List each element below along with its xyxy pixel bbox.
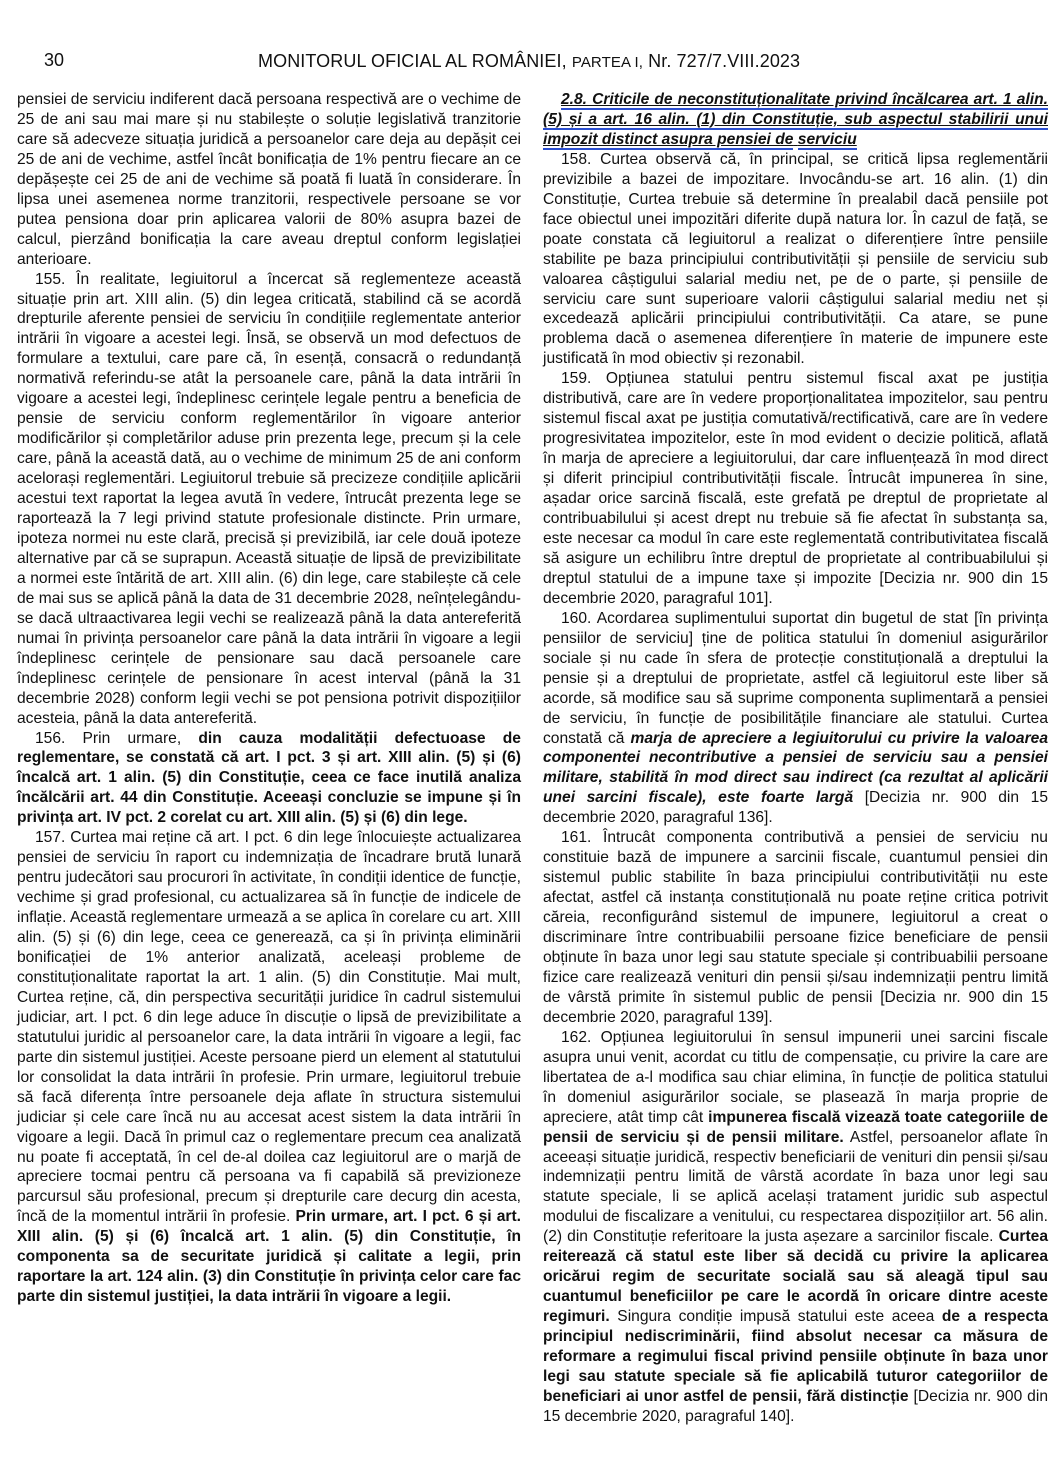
right-column xyxy=(543,90,1048,1427)
paragraph-157-bold: Prin urmare, art. I pct. 6 și art. XIII alin. (5) și (6) încalcă art. 1 alin. (5) din Constituție, în componenta sa de securitate juridică și calitate a legii, prin raportare la art. 124 alin. (3) din Constituție în privința celor care fac parte din sistemul justiției, la data intrării în vigoare a legii. xyxy=(17,1208,521,1306)
paragraph-162-bold-c: de a respecta principiul nediscriminării, fiind absolut necesar ca măsura de reformare a regimului fiscal privind pensiile obținute în baza unor legi sau statute speciale să fie aplicabilă tuturor categoriilor de beneficiari ai unor astfel de pensii, fără distincție xyxy=(543,1308,1048,1405)
publication-name: MONITORUL OFICIAL AL ROMÂNIEI, xyxy=(258,51,567,71)
left-column xyxy=(17,90,521,1307)
paragraph-157 xyxy=(17,828,521,1307)
paragraph-156-bold: din cauza modalității defectuoase de reglementare, se constată că art. I pct. 3 și art. XIII alin. (5) și (6) încalcă art. 1 alin. (5) din Constituție, ceea ce face inutilă analiza încălcării art. 44 din Constituție. Aceeași concluzie se impune și în privința art. IV pct. 2 corelat cu art. XIII alin. (5) și (6) din lege. xyxy=(17,729,521,827)
paragraph-158: 158. Curtea observă că, în principal, se critică lipsa reglementării previzibile a bazei de impozitare. Invocându-se art. 16 alin. (1) din Constituție, Curtea trebuie să determine în prealabil dacă pensiile pot face obiectul unei impozitări diferite după natura lor. În cazul de față, se poate constata că legiuitorul a realizat o diferențiere între pensiile stabilite pe baza principiului contributivității și pensiile de serviciu sub valoarea câștigului salarial mediu net, pe de o parte, și pensiile de serviciu care sunt superioare valorii câștigului salarial mediu net și excedează aplicării principiului contributivității. Ca atare, se pune problema dacă o asemenea diferențiere în materie de impunere este justificată în mod obiectiv și rezonabil. xyxy=(543,150,1048,368)
paragraph-156-lead: 156. Prin urmare, xyxy=(35,729,199,747)
section-heading xyxy=(543,90,1048,150)
paragraph-160-citation: [Decizia nr. 900 din 15 decembrie 2020, paragraful 136]. xyxy=(543,789,1048,827)
paragraph-155: 155. În realitate, legiuitorul a încercat să reglementeze această situație prin art. XIII alin. (5) din legea criticată, stabilind că se acordă drepturile aferente pensiei de serviciu în condițiile reglementate anterior intrării în vigoare a acestei legi. Însă, se observă un mod defectuos de formulare a textului, care pare că, în esență, consacră o redundanță normativă referindu-se atât la persoanele care, până la data intrării în vigoare a acestei legi, îndeplinesc cerințele legale pentru a beneficia de pensie de serviciu conform reglementărilor în vigoare anterior modificărilor și completărilor aduse prin prezenta lege, precum și la cele care, până la această dată, au o vechime de minimum 25 de ani conform acelorași reglementări. Legiuitorul trebuie să precizeze condițiile aplicării acestui text raportat la legea avută în vedere, întrucât prezenta lege se raportează la 7 legi privind statute profesionale distincte. Prin urmare, ipoteza normei nu este clară, precisă și previzibilă, iar cele două ipoteze alternative par că se suprapun. Această situație de lipsă de previzibilitate a normei este întărită de art. XIII alin. (6) din lege, care stabilește că cele de mai sus se aplică până la data de 31 decembrie 2028, neînțelegându-se dacă ultraactivarea legii vechi se realizează până la data antereferită numai în privința persoanelor care până la data intrării în vigoare a legii îndeplinesc cerințele de pensionare sau dacă persoanele care îndeplinesc cerințele de pensionare în acest interval (până la 31 decembrie 2028) conform legii vechi se pot pensiona potrivit dispozițiilor acesteia, până la data antereferită. xyxy=(17,270,521,727)
section-heading-end: serviciu xyxy=(797,130,857,148)
paragraph-162-text-a: 162. Opțiunea legiuitorului în sensul impunerii unei sarcini fiscale asupra unui venit, acordat cu titlu de compensație, cu privire la care are libertatea de a-l modifica sau chiar elimina, în funcție de politica statului în domeniul asigurărilor sociale, se plasează în marja proprie de apreciere, atât timp cât xyxy=(543,1028,1048,1126)
paragraph-162-bold-a: impunerea fiscală vizează toate categoriile de pensii de serviciu și de pensii militare. xyxy=(543,1108,1048,1146)
paragraph-162-bold-b: Curtea reiterează că statul este liber să decidă cu privire la aplicarea oricărui regim de securitate socială sau să aleagă tipul sau cuantumul beneficiilor pe care le acordă în oricare dintre aceste regimuri. xyxy=(543,1228,1048,1326)
publication-issue: Nr. 727/7.VIII.2023 xyxy=(648,51,801,71)
paragraph-162-text-b: Astfel, persoanelor aflate în aceeași situație juridică, respectiv beneficiarii de venituri din pensii și/sau indemnizații pentru limită de vârstă acordate în baza unor legi sau statute speciale, li se aplică același tratament juridic sub aspectul modului de fiscalizare a venitului, cu respectarea dispozițiilor art. 56 alin. (2) din Constituție referitoare la justa așezare a sarcinilor fiscale. xyxy=(543,1128,1048,1246)
paragraph-157-text: 157. Curtea mai reține că art. I pct. 6 din lege înlocuiește actualizarea pensiei de serviciu în raport cu indemnizația de încadrare brută lunară pentru judecători sau procurori în activitate, în condiții identice de funcție, vechime și grad profesional, cu actualizarea să în funcție de indicele de inflație. Această reglementare urmează a se aplica în corelare cu art. XIII alin. (5) și (6) din lege, ceea ce generează, ca și în privința eliminării bonificației de 1% anterior analizată, aceleași probleme de constituționalitate raportat la art. 1 alin. (5) din Constituție. Mai mult, Curtea reține, că, din perspectiva securității juridice în cadrul sistemului judiciar, art. I pct. 6 din lege aduce în discuție o lipsă de previzibilitate a statutului juridic al persoanelor care, la data intrării în vigoare a legii, fac parte din sistemul justiției. Aceste persoane pierd un element al statutului lor consolidat la data intrării în profesie. Prin urmare, legiuitorul trebuie să facă diferența între persoanele deja aflate în structura sistemului judiciar și cele care încă nu au accesat acest sistem la data intrării în vigoare a legii. Dacă în primul caz o reglementare precum cea analizată nu poate fi acceptată, în cel de-al doilea caz legiuitorul are o marjă de apreciere tocmai pentru că persoana va fi capabilă să previzioneze parcursul său profesional, precum și drepturile care decurg din acesta, încă de la momentul intrării în profesie. xyxy=(17,829,521,1226)
page-header xyxy=(0,50,1061,76)
paragraph-160 xyxy=(543,609,1048,828)
paragraph-160-emphasis: marja de apreciere a legiuitorului cu privire la valoarea componentei necontributive a pensiei de serviciu sau a pensiei militare, stabilită în mod direct sau indirect (ca rezultat al aplicării unei sarcini fiscale), este foarte largă xyxy=(543,729,1048,807)
paragraph-161: 161. Întrucât componenta contributivă a pensiei de serviciu nu constituie bază de impunere a sarcinii fiscale, cuantumul pensiei din sistemul public stabilite în baza principiului contributivității nu este afectat, astfel că instanța constituțională nu poate reține critica potrivit căreia, reconfigurând sistemul de impunere, legiuitorul a creat o discriminare între contribuabilii persoane fizice beneficiare de pensii obținute în baza unor legi sau statute speciale și contribuabilii persoane fizice care realizează venituri din pensii și/sau indemnizații pentru limită de vârstă primite în sistemul public de pensii [Decizia nr. 900 din 15 decembrie 2020, paragraful 139]. xyxy=(543,829,1048,1026)
paragraph-continued: pensiei de serviciu indiferent dacă persoana respectivă are o vechime de 25 de ani sau mai mare și nu stabilește o soluție legislativă tranzitorie care să adecveze situația juridică a persoanelor care deja au depășit cei 25 de ani de vechime, astfel încât bonificația de 1% pentru fiecare an ce depășește cei 25 de ani de vechime să poată fi luată în considerare. În lipsa unei asemenea norme tranzitorii, respectivele persoane se vor putea pensiona doar prin aplicarea valorii de 80% asupra bazei de calcul, pierzând bonificația la care aveau dreptul conform legislației anterioare. xyxy=(17,91,521,268)
paragraph-162 xyxy=(543,1028,1048,1427)
page-number: 30 xyxy=(44,50,65,70)
paragraph-159: 159. Opțiunea statului pentru sistemul fiscal axat pe justiția distributivă, care are în vedere proporționalitatea impozitelor, sau pentru sistemul fiscal axat pe justiția comutativă/rectificativă, care are în vedere progresivitatea impozitelor, este în mod evident o decizie politică, aflată în marja de apreciere a legiuitorului, dar care influențează în mod direct și diferit principiul contributivității fiscale. Întrucât impunerea în sine, așadar orice sarcină fiscală, este grefată pe dreptul de proprietate al contribuabilului și acest drept nu trebuie să fie afectat în substanța sa, este necesar ca modul în care este reglementată contributivitatea fiscală să asigure un echilibru între dreptul de proprietate al contribuabilului și dreptul statului de a impune taxe și impozite [Decizia nr. 900 din 15 decembrie 2020, paragraful 101]. xyxy=(543,370,1048,607)
paragraph-160-text: 160. Acordarea suplimentului suportat din bugetul de stat [în privința pensiilor de serviciu] ține de politica statului în domeniul asigurărilor sociale și nu cade în sfera de protecție constituțională a dreptului la pensie și a dreptului de proprietate, astfel că legiuitorul este liber să acorde, să modifice sau să suprime componenta suplimentară a pensiei de serviciu, în funcție de posibilitățile financiare ale statului. Curtea constată că xyxy=(543,609,1048,747)
paragraph-162-text-c: Singura condiție impusă statului este aceea xyxy=(609,1308,942,1326)
paragraph-156 xyxy=(17,729,521,829)
paragraph-162-citation: [Decizia nr. 900 din 15 decembrie 2020, paragraful 140]. xyxy=(543,1387,1048,1425)
publication-title xyxy=(258,51,800,72)
section-heading-text: 2.8. Criticile de neconstituționalitate privind încălcarea art. 1 alin. (5) și a art. 16 alin. (1) din Constituție, sub aspectul stabilirii unui impozit distinct asupra pensiei de xyxy=(543,91,1048,148)
publication-part: PARTEA I, xyxy=(571,54,644,71)
